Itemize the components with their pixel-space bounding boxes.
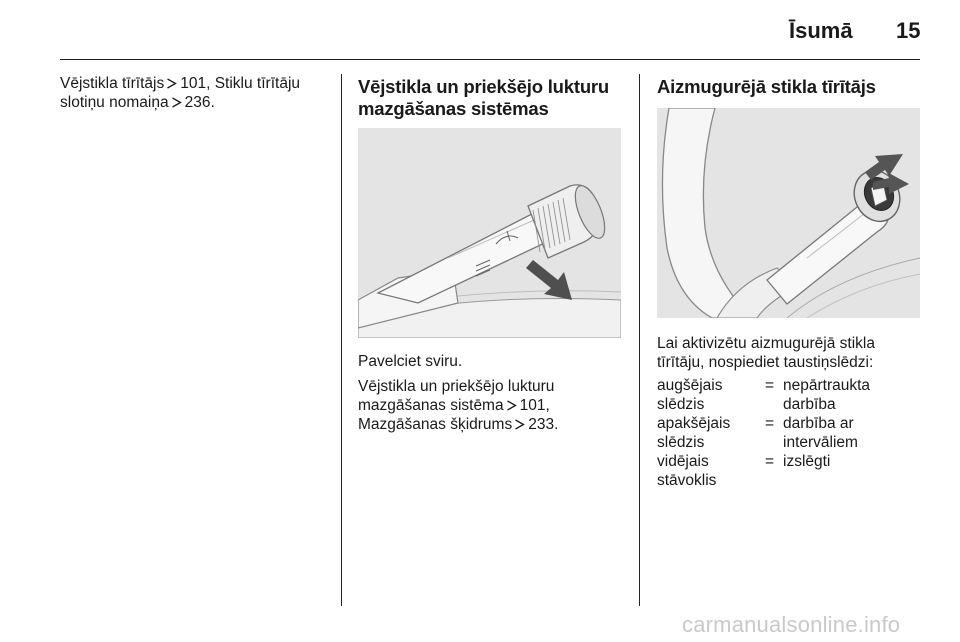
column-divider-2	[639, 74, 640, 606]
section-title: Īsumā	[789, 18, 853, 43]
column-2-body	[358, 352, 628, 440]
definition-equals: =	[765, 377, 775, 394]
column-3-body	[657, 334, 922, 378]
ref-text: , Stiklu tīrītāju slotiņu nomaiņa	[60, 75, 301, 111]
reference-arrow-icon	[166, 78, 177, 89]
reference-arrow-icon	[514, 419, 525, 430]
reference-arrow-icon	[171, 97, 182, 108]
page-header	[0, 0, 960, 60]
ref-text: ,	[545, 397, 550, 414]
column-3	[657, 74, 922, 108]
instruction-text: Pavelciet sviru.	[358, 353, 463, 370]
ref-text: Mazgāšanas šķidrums	[358, 416, 513, 433]
continuation-text	[60, 74, 330, 112]
definition-term: vidējais stāvoklis	[657, 453, 717, 489]
reference-arrow-icon	[506, 400, 517, 411]
page-ref[interactable]: 101	[519, 397, 546, 414]
ref-text: .	[554, 416, 559, 433]
definition-description: izslēgti	[783, 453, 831, 470]
definition-description: nepārtraukta darbība	[783, 377, 871, 413]
column-divider-1	[341, 74, 342, 606]
definition-equals: =	[765, 415, 775, 432]
definition-term: augšējais slēdzis	[657, 377, 723, 413]
ref-text: .	[210, 94, 215, 111]
page-ref[interactable]: 236	[184, 94, 211, 111]
wiper-lever-illustration	[358, 128, 621, 338]
ref-text: Vējstikla tīrītājs	[60, 75, 165, 92]
page-ref[interactable]: 233	[528, 416, 555, 433]
ref-text: Vējstikla un priekšējo lukturu mazgāšanas sistēma	[358, 378, 555, 414]
definition-equals: =	[765, 453, 775, 470]
watermark: carmanualsonline.info	[682, 612, 901, 637]
rear-wiper-switch-illustration	[657, 108, 920, 318]
section-heading: Vējstikla un priekšējo lukturu mazgāšanas sistēmas	[358, 76, 610, 119]
definition-term: apakšējais slēdzis	[657, 415, 731, 451]
section-heading: Aizmugurējā stikla tīrītājs	[657, 76, 876, 97]
page-ref[interactable]: 101	[180, 75, 207, 92]
header-rule	[60, 59, 920, 60]
column-2	[358, 74, 628, 130]
page-number: 15	[896, 18, 921, 43]
definition-description: darbība ar intervāliem	[783, 415, 858, 451]
reference-paragraph	[358, 377, 628, 434]
column-1	[60, 74, 330, 118]
instruction-text: Lai aktivizētu aizmugurējā stikla tīrītāju, nospiediet taustiņslēdzi:	[657, 335, 875, 371]
